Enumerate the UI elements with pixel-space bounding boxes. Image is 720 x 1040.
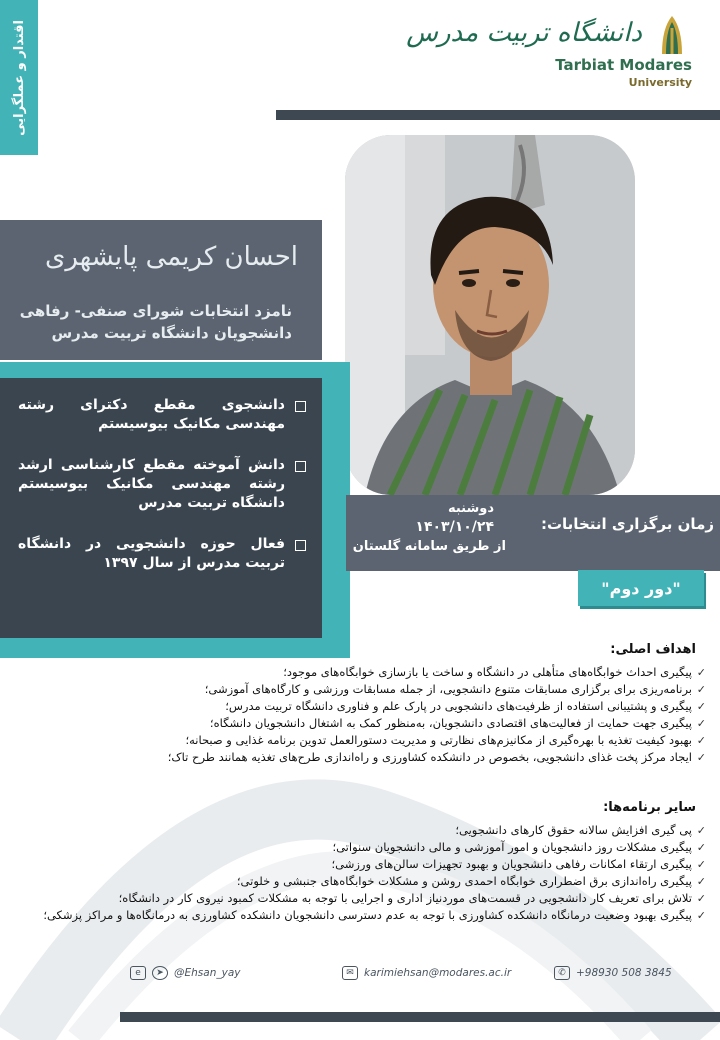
goal-item: ✓ بهبود کیفیت تغذیه با بهره‌گیری از مکانیزم‌های نظارتی و مدیریت دستورالعمل تدوین برنامه غذایی و صبحانه؛ [16,732,706,749]
credential-item [18,535,306,573]
program-item: ✓ پیگیری مشکلات روز دانشجویان و امور آموزشی و مالی دانشجویان سنواتی؛ [16,839,706,856]
phone-number: +98930 508 3845 [576,967,672,979]
social-handle: @Ehsan_yay [174,967,241,979]
email-contact[interactable] [342,966,511,980]
election-time-strip [346,495,720,571]
side-slogan-text: اقتدار و عملگرایی [11,19,27,136]
program-item: ✓ پیگیری ارتقاء امکانات رفاهی دانشجویان و بهبود تجهیزات سالن‌های ورزشی؛ [16,856,706,873]
election-date: ۱۴۰۳/۱۰/۲۴ [415,519,494,535]
university-emblem-icon [652,14,692,56]
goals-list [16,664,706,766]
credential-text: دانش آموخته مقطع کارشناسی ارشد رشته مهندسی مکانیک بیوسیستم دانشگاه تربیت مدرس [18,457,285,511]
round-badge: "دور دوم" [578,570,704,606]
goal-item: ✓ پیگیری احداث خوابگاه‌های متأهلی در دانشگاه و ساخت یا بازسازی خوابگاه‌های موجود؛ [16,664,706,681]
checkbox-bullet-icon [295,401,306,412]
program-item: ✓ پی گیری افزایش سالانه حقوق کارهای دانشجویی؛ [16,822,706,839]
programs-title: سایر برنامه‌ها: [603,800,696,815]
goal-item: ✓ برنامه‌ریزی برای برگزاری مسابقات متنوع دانشجویی، از جمله مسابقات ورزشی و کارگاه‌های آموزشی؛ [16,681,706,698]
email-address: karimiehsan@modares.ac.ir [364,967,512,979]
social-contact[interactable] [130,966,240,980]
candidate-name-panel [0,220,322,360]
candidate-title: نامزد انتخابات شورای صنفی- رفاهی دانشجویان دانشگاه تربیت مدرس [19,302,292,342]
programs-list [16,822,706,924]
election-day: دوشنبه [447,501,494,516]
eitaa-icon: e [130,966,146,980]
university-logo [406,14,692,94]
program-item: ✓ تلاش برای تعریف کار دانشجویی در قسمت‌های موردنیاز اداری و اجرایی با توجه به مشکلات کمبود نیروی کار در دانشگاه؛ [16,890,706,907]
candidate-name: احسان کریمی پایشهری [45,242,298,272]
contact-footer [120,966,710,986]
checkbox-bullet-icon [295,540,306,551]
side-slogan-tab [0,0,38,155]
credential-item [18,456,306,513]
bottom-divider-bar [120,1012,720,1022]
candidate-photo [345,135,635,495]
checkbox-bullet-icon [295,461,306,472]
logo-english-line2: University [628,76,692,89]
credential-text: دانشجوی مقطع دکترای رشته مهندسی مکانیک بیوسیستم [18,397,285,432]
program-item: ✓ پیگیری بهبود وضعیت درمانگاه دانشکده کشاورزی با توجه به عدم دسترسی دانشجویان دانشکده کشاورزی به درمانگاه‌ها و مراکز پزشکی؛ [16,907,706,924]
credentials-panel [0,378,322,638]
top-divider-bar [276,110,720,120]
goals-title: اهداف اصلی: [610,642,696,657]
mail-icon: ✉ [342,966,358,980]
logo-persian-text: دانشگاه تربیت مدرس [406,18,642,48]
program-item: ✓ پیگیری راه‌اندازی برق اضطراری خوابگاه احمدی روشن و مشکلات خوابگاه‌های جنبشی و خلوتی؛ [16,873,706,890]
goal-item: ✓ پیگیری و پشتیبانی استفاده از ظرفیت‌های دانشجویی در پارک علم و فناوری دانشگاه تربیت مدرس؛ [16,698,706,715]
credential-text: فعال حوزه دانشجویی در دانشگاه تربیت مدرس از سال ۱۳۹۷ [18,536,285,571]
goal-item: ✓ ایجاد مرکز پخت غذای دانشجویی، بخصوص در دانشکده کشاورزی و راه‌اندازی طرح‌های تغذیه همانند طرح تاک؛ [16,749,706,766]
goal-item: ✓ پیگیری جهت حمایت از فعالیت‌های اقتصادی دانشجویان، به‌منظور کمک به اشتغال دانشجویان دانشگاه؛ [16,715,706,732]
election-time-label: زمان برگزاری انتخابات: [540,515,714,533]
logo-english-line1: Tarbiat Modares [555,56,692,74]
credential-item [18,396,306,434]
phone-contact[interactable] [554,966,672,980]
election-platform: از طریق سامانه گلستان [352,539,506,554]
phone-icon: ✆ [554,966,570,980]
telegram-icon: ➤ [152,966,168,980]
